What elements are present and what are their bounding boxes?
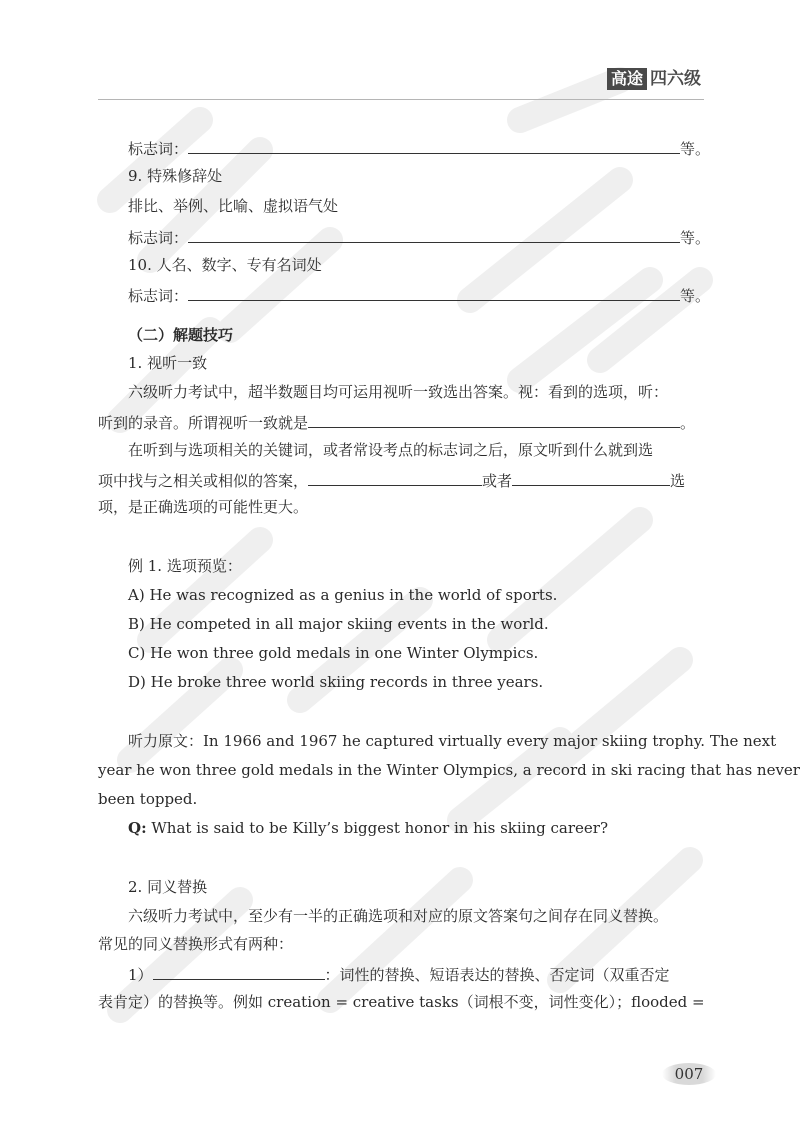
blank-line [188,284,680,301]
para-text: 。 [680,414,696,432]
para-4-line-2: 表肯定）的替换等。例如 creation = creative tasks（词根不变，词性变化）；flooded = [98,993,705,1011]
item-9-title: 9. 特殊修辞处 [128,167,223,185]
transcript-line-1: 听力原文：In 1966 and 1967 he captured virtually every major skiing trophy. The next [128,732,777,750]
header-rule [98,99,704,100]
keyword-label: 标志词： [128,229,189,247]
option-a: A) He was recognized as a genius in the world of sports. [128,586,558,604]
blank-line [188,137,680,154]
line-end: 等。 [680,140,711,158]
page-number: 007 [662,1063,716,1085]
para-text: 1） [128,966,153,984]
para-4-line-1 [128,963,670,985]
para-2-line-3: 项，是正确选项的可能性更大。 [98,498,309,516]
blank-line [512,469,670,486]
para-text: ：词性的替换、短语表达的替换、否定词（双重否定 [324,966,670,984]
transcript-line-2: year he won three gold medals in the Winter Olympics, a record in ski racing that has never [98,761,800,779]
question-line [128,818,608,838]
line-end: 等。 [680,229,711,247]
subheading-2: 2. 同义替换 [128,878,208,896]
line-end: 等。 [680,287,711,305]
subheading-1: 1. 视听一致 [128,354,208,372]
para-2-line-1: 在听到与选项相关的关键词，或者常设考点的标志词之后，原文听到什么就到选 [128,441,654,459]
para-text: 项中找与之相关或相似的答案， [98,472,309,490]
brand-boxed-text: 高途 [607,68,647,90]
keyword-label: 标志词： [128,287,189,305]
keyword-line-2 [128,226,710,248]
keyword-label: 标志词： [128,140,189,158]
para-1-line-1: 六级听力考试中，超半数题目均可运用视听一致选出答案。视：看到的选项，听： [128,383,669,401]
para-text: 或者 [482,472,513,490]
para-text: 听到的录音。所谓视听一致就是 [98,414,309,432]
para-text: 选 [670,472,686,490]
blank-line [188,226,680,243]
blank-line [308,411,680,428]
para-3-line-1: 六级听力考试中，至少有一半的正确选项和对应的原文答案句之间存在同义替换。 [128,907,669,925]
option-c: C) He won three gold medals in one Winter Olympics. [128,644,539,662]
question-text: What is said to be Killy’s biggest honor in his skiing career? [146,819,608,837]
example-title: 例 1. 选项预览： [128,557,242,575]
brand-logo [607,68,701,90]
option-b: B) He competed in all major skiing events in the world. [128,615,549,633]
item-10-title: 10. 人名、数字、专有名词处 [128,256,322,274]
para-1-line-2 [98,411,695,433]
blank-line [308,469,482,486]
keyword-line-3 [128,284,710,306]
para-3-line-2: 常见的同义替换形式有两种： [98,935,294,953]
keyword-line-1 [128,137,710,159]
option-d: D) He broke three world skiing records in three years. [128,673,544,691]
question-label: Q: [128,819,147,837]
para-2-line-2 [98,469,685,491]
brand-rest-text: 四六级 [650,69,702,89]
transcript-line-3: been topped. [98,790,198,808]
blank-line [153,963,325,980]
item-9-desc: 排比、举例、比喻、虚拟语气处 [128,197,339,215]
section-heading: （二）解题技巧 [128,326,234,344]
